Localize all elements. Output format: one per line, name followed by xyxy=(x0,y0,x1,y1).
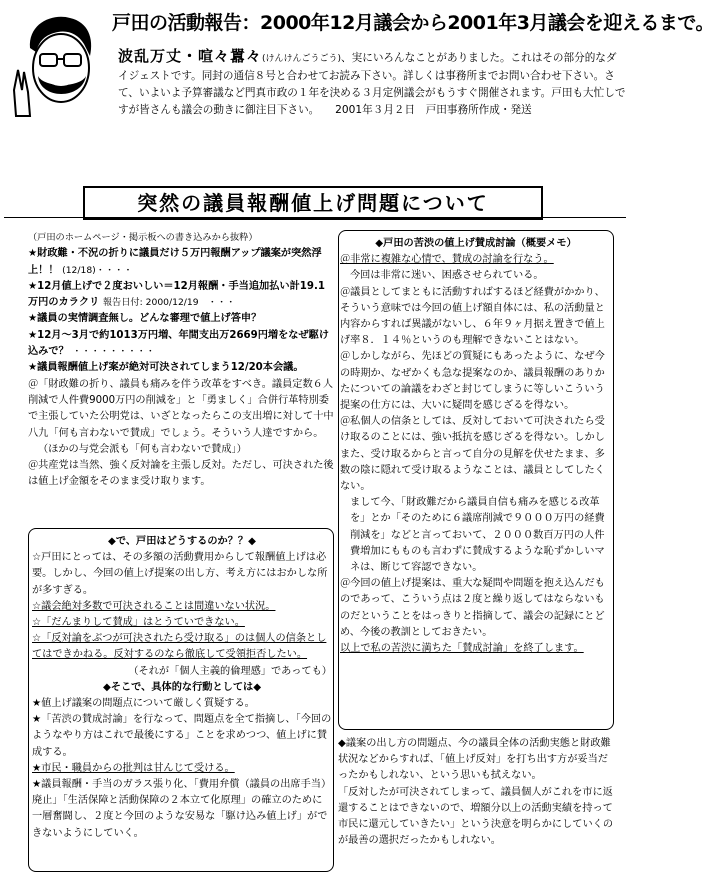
speech-para: ＠しかしながら、先ほどの質疑にもあったように、なぜ今の時期か、なぜかくも急な提案なのか、議員報酬のありかたについての論議をわざと封じてしまうに等しいこういう提案の仕方には、大いに疑問を感じざるを得ない。 xyxy=(340,351,605,412)
right-heading: ◆戸田の苦渋の値上げ賛成討論（概要メモ） xyxy=(375,238,577,249)
date-line: 2001年３月２日 戸田事務所作成・発送 xyxy=(335,104,532,116)
lead-body: 、実にいろんなことがありました。これはその部分的なダイジェストです。同封の通信８号と合わせてお読み下さい。詳しくは事務所までお問い合わせ下さい。さて、いよいよ予算審議など門真市政の１年を決める３月定例議会がもうすぐ開催されます。戸田も大忙しですが皆さんも議会の動きに御注目下さい。 xyxy=(118,52,626,116)
bottom-note: ◆議案の出し方の問題点、今の議員全体の活動実態と財政難状況などからすれば、「値上げ反対」を打ち出す方が妥当だったかもしれない、という思いも拭えない。 xyxy=(338,738,611,782)
left-column xyxy=(28,230,334,491)
box-heading: ◆で、戸田はどうするのか？？◆ xyxy=(108,536,256,547)
box-para: ☆「反対論をぶつが可決されたら受け取る」のは個人の信条としてはできかねる。反対するのなら徹底して受領拒否したい。 xyxy=(32,633,327,661)
box-para: ☆議会絶対多数で可決されることは間違いない状況。 xyxy=(32,600,276,612)
section-banner: 突然の議員報酬値上げ問題について xyxy=(83,186,543,220)
lead-paragraph xyxy=(118,48,626,119)
speech-para: 今回は非常に迷い、困惑させられている。 xyxy=(350,270,544,282)
lead-headline: 波乱万丈・喧々囂々 xyxy=(118,47,263,65)
banner-divider xyxy=(4,217,626,218)
action-item: ★値上げ議案の問題点について厳しく質疑する。 xyxy=(32,698,255,710)
bottom-note: 「反対したが可決されてしまって、議員個人がこれを市に返還することはできないので、増額分以上の活動実績を持って市民に還元していきたい」という決意を明らかにしていくのが最善の選択だったかもしれない。 xyxy=(338,786,614,847)
left-para-jcp: ＠共産党は当然、強く反対論を主張し反対。ただし、可決された後は値上げ金額をそのまま受け取ります。 xyxy=(28,460,334,488)
action-item: ★議員報酬・手当のガラス張り化、「費用弁償（議員の出席手当）廃止」「生活保障と活動保障の２本立て化原理」の確立のために一層奮闘し、２度と今回のような安易な「駆け込み値上げ」ができないようにしていく。 xyxy=(32,779,332,839)
action-item: ★「苦渋の賛成討論」を行なって、問題点を全て指摘し、「今回のようなやり方はこれで最後にする」ことを求めつつ、値上げに賛成する。 xyxy=(32,714,332,758)
speech-para: 以上で私の苦渋に満ちた「賛成討論」を終了します。 xyxy=(340,643,584,655)
list-item: ★議員の実情調査無し。どんな審理で値上げ答申？ xyxy=(28,313,262,325)
box-para: ☆戸田にとっては、その多額の活動費用からして報酬値上げは必要。しかし、今回の値上げ提案の出し方、考え方にはおかしな所が多すぎる。 xyxy=(32,552,328,596)
action-item: ★市民・職員からの批判は甘んじて受ける。 xyxy=(32,762,235,774)
left-para-other-parties: （ほかの与党会派も「何も言わないで賛成」） xyxy=(38,443,247,455)
left-para-komei: ＠「財政難の折り、議員も痛みを伴う改革をすべき。議員定数６人削減で人件費9000万円の削減を」と「勇ましく」合併行革特別委で主張していた公明党は、いざとなったらこの支出増に対して十中八九「何も言わないで賛成」でしょう。そういう人達ですから。 xyxy=(28,378,334,439)
speech-para: ＠私個人の信条としては、反対しておいて可決されたら受け取るのことには、強い抵抗を感じざるを得ない。しかしまた、受け取るからと言って自分の見解を伏せたまま、多数の陰に隠れて受け取るようなことは、議員としてしたくない。 xyxy=(340,416,605,493)
box-para: （それが「個人主義的倫理感」であっても） xyxy=(128,665,332,677)
speech-para: ＠今回の値上げ提案は、重大な疑問や問題を抱え込んだものであって、こういう点は２度と繰り返してはならないものだということをはっきりと指摘して、議会の記録にとどめ、今後の教訓としておきたい。 xyxy=(340,578,605,638)
left-intro: （戸田のホームページ・掲示板への書き込みから抜粋） xyxy=(28,232,258,243)
list-item: ★議員報酬値上げ案が絶対可決されてしまう12/20本会議。 xyxy=(28,362,304,374)
box-para: ☆「だんまりして賛成」はとうていできない。 xyxy=(32,617,245,629)
author-caricature-illustration xyxy=(8,8,108,120)
lead-headline-reading: (けんけんごうごう) xyxy=(262,54,342,64)
right-box-content xyxy=(340,236,612,657)
page-title: 戸田の活動報告：2000年12月議会から2001年3月議会を迎えるまで。 xyxy=(112,12,714,34)
list-item: ★12月～3月で約1013万円増、年間支出万2669円増をなぜ駆け込みで？ ・・・・・・・・・ xyxy=(28,329,330,358)
box-heading-actions: ◆そこで、具体的な行動としては◆ xyxy=(102,681,262,693)
speech-para: まして今、「財政難だから議員自信も痛みを感じる改革を」とか「そのために６議席削減で９０００万円の経費削減を」などと言っておいて、２０００数百万円の人件費増加にもものも言わずに賛成するような恥ずかしいマネは、断じて容認できない。 xyxy=(350,497,605,574)
list-item: ★12月値上げで２度おいしい＝12月報酬・手当追加払い計19.1万円のカラクリ 報告日付: 2000/12/19 ・・・ xyxy=(28,280,325,309)
speech-para: ＠非常に複雑な心情で、賛成の討論を行なう。 xyxy=(340,254,554,266)
right-bottom-notes xyxy=(338,736,618,849)
list-item: ★財政難・不況の折りに議員だけ５万円報酬アップ議案が突然浮上！！ (12/18)・・・・ xyxy=(28,248,322,276)
speech-para: ＠議員としてまともに活動すればするほど経費がかかり、そういう意味では今回の値上げ額自体には、私の活動量と内容からすれば異議がないし、６年９ヶ月据え置きで値上げ率８．１４％というのも理解できないことはない。 xyxy=(340,286,605,347)
left-box-content xyxy=(32,534,332,842)
